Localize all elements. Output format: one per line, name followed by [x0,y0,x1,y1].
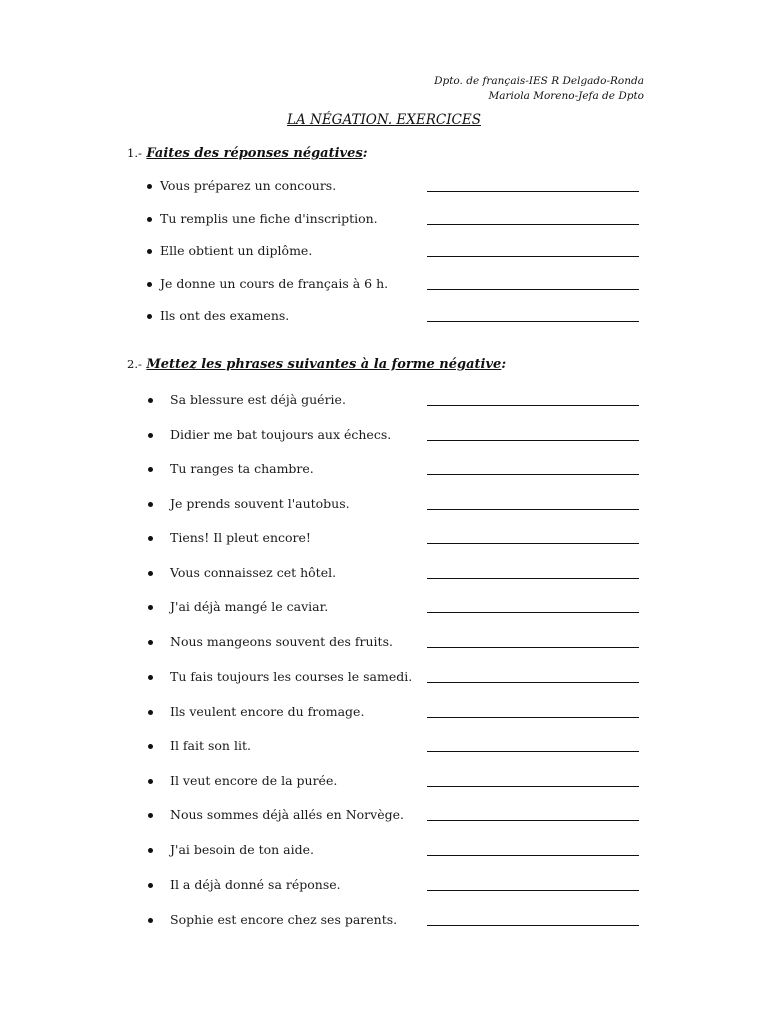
answer-blank[interactable] [427,289,639,290]
exercise-sentence: Tiens! Il pleut encore! [170,530,311,545]
list-item [0,564,768,584]
exercise-sentence: Nous mangeons souvent des fruits. [170,634,393,649]
answer-blank[interactable] [427,256,639,257]
list-item [0,633,768,653]
bullet-icon [148,779,153,784]
answer-blank[interactable] [427,321,639,322]
exercise-sentence: Vous préparez un concours. [160,178,337,193]
bullet-icon [148,433,153,438]
bullet-icon [148,744,153,749]
header-department: Dpto. de français-IES R Delgado-Ronda [434,75,644,87]
exercise-sentence: Didier me bat toujours aux échecs. [170,427,392,442]
list-item [0,460,768,480]
answer-blank[interactable] [427,543,639,544]
list-item [0,668,768,688]
exercise-sentence: Vous connaissez cet hôtel. [170,565,337,580]
exercise-sentence: J'ai besoin de ton aide. [170,842,315,857]
list-item [0,210,768,230]
bullet-icon [148,883,153,888]
answer-blank[interactable] [427,440,639,441]
bullet-icon [147,217,152,222]
bullet-icon [148,813,153,818]
answer-blank[interactable] [427,786,639,787]
exercise-sentence: Nous sommes déjà allés en Norvège. [170,807,404,822]
answer-blank[interactable] [427,578,639,579]
answer-blank[interactable] [427,890,639,891]
exercise-sentence: Ils ont des examens. [160,308,290,323]
answer-blank[interactable] [427,751,639,752]
list-item [0,391,768,411]
list-item [0,911,768,931]
list-item [0,703,768,723]
list-item [0,495,768,515]
exercise-sentence: Il fait son lit. [170,738,251,753]
bullet-icon [148,502,153,507]
bullet-icon [148,571,153,576]
section-2-heading: 2.- Mettez les phrases suivantes à la forme négative: [127,357,507,372]
list-item [0,737,768,757]
answer-blank[interactable] [427,925,639,926]
department-header [434,74,644,104]
bullet-icon [148,710,153,715]
exercise-sentence: Tu remplis une fiche d'inscription. [160,211,378,226]
bullet-icon [147,249,152,254]
list-item [0,529,768,549]
list-item [0,806,768,826]
section-1-number: 1.- [127,146,142,160]
section-2-label: Mettez les phrases suivantes à la forme négative [146,357,502,372]
list-item [0,242,768,262]
exercise-sentence: J'ai déjà mangé le caviar. [170,599,329,614]
answer-blank[interactable] [427,405,639,406]
exercise-sentence: Sophie est encore chez ses parents. [170,912,398,927]
exercise-sentence: Ils veulent encore du fromage. [170,704,365,719]
exercise-sentence: Tu ranges ta chambre. [170,461,314,476]
section-2-number: 2.- [127,357,142,371]
bullet-icon [148,675,153,680]
section-1-heading: 1.- Faites des réponses négatives: [127,146,368,161]
bullet-icon [148,640,153,645]
answer-blank[interactable] [427,612,639,613]
bullet-icon [147,314,152,319]
bullet-icon [148,536,153,541]
answer-blank[interactable] [427,717,639,718]
exercise-sentence: Il a déjà donné sa réponse. [170,877,341,892]
exercise-sentence: Je prends souvent l'autobus. [170,496,350,511]
bullet-icon [148,848,153,853]
answer-blank[interactable] [427,191,639,192]
exercise-sentence: Elle obtient un diplôme. [160,243,313,258]
list-item [0,307,768,327]
bullet-icon [148,398,153,403]
list-item [0,177,768,197]
header-author: Mariola Moreno-Jefa de Dpto [488,90,644,102]
exercise-sentence: Je donne un cours de français à 6 h. [160,276,389,291]
list-item [0,876,768,896]
answer-blank[interactable] [427,647,639,648]
bullet-icon [148,918,153,923]
answer-blank[interactable] [427,474,639,475]
answer-blank[interactable] [427,855,639,856]
list-item [0,772,768,792]
bullet-icon [148,467,153,472]
bullet-icon [147,184,152,189]
list-item [0,426,768,446]
section-1-label: Faites des réponses négatives [146,146,363,161]
exercise-sentence: Sa blessure est déjà guérie. [170,392,346,407]
answer-blank[interactable] [427,820,639,821]
list-item [0,598,768,618]
page-title: LA NÉGATION. EXERCICES [287,112,481,128]
answer-blank[interactable] [427,224,639,225]
list-item [0,841,768,861]
list-item [0,275,768,295]
answer-blank[interactable] [427,509,639,510]
exercise-sentence: Il veut encore de la purée. [170,773,338,788]
bullet-icon [148,605,153,610]
answer-blank[interactable] [427,682,639,683]
exercise-sentence: Tu fais toujours les courses le samedi. [170,669,413,684]
bullet-icon [147,282,152,287]
